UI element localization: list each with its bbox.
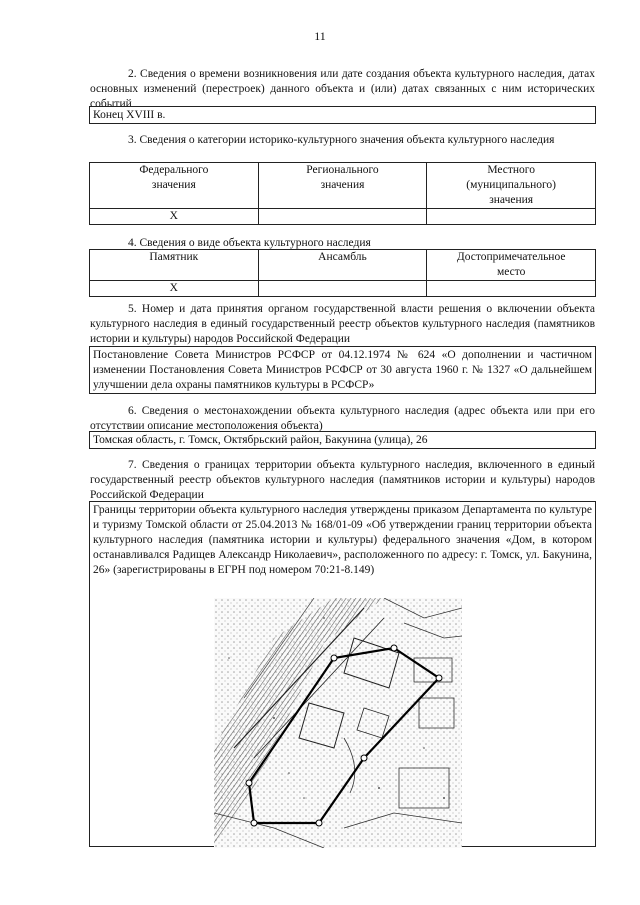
section-5-value: Постановление Совета Министров РСФСР от 04.12.1974 № 624 «О дополнении и частичном изменении Постановления Совета Министров РСФСР от 30 августа 1960 г. № 1327 «О дальнейшем улучшении дела охраны памятников культуры в РСФСР» xyxy=(89,346,596,394)
category-table xyxy=(89,162,596,225)
boundary-map xyxy=(214,598,462,848)
section-5-heading xyxy=(90,302,595,347)
section-5-heading-text: 5. Номер и дата принятия органом государственной власти решения о включении объекта культурного наследия в единый государственный реестр объектов культурного наследия (памятников истории и культуры) народов Российской Федерации xyxy=(90,303,595,345)
section-3-heading-text: 3. Сведения о категории историко-культурного значения объекта культурного наследия xyxy=(128,134,555,146)
type-landmark-mark xyxy=(427,281,596,297)
type-landmark-header: Достопримечательное место xyxy=(427,250,596,281)
category-local-header: Местного (муниципального) значения xyxy=(427,163,596,209)
type-ensemble-header: Ансамбль xyxy=(258,250,427,281)
type-monument-mark: X xyxy=(90,281,259,297)
type-table xyxy=(89,249,596,297)
section-2-heading-text: 2. Сведения о времени возникновения или дате создания объекта культурного наследия, датах основных изменений (перестроек) данного объекта и (или) датах связанных с ним исторических событий xyxy=(90,68,595,110)
category-federal-mark: X xyxy=(90,209,259,225)
section-6-value: Томская область, г. Томск, Октябрьский район, Бакунина (улица), 26 xyxy=(89,431,596,449)
type-ensemble-mark xyxy=(258,281,427,297)
section-4-heading-text: 4. Сведения о виде объекта культурного наследия xyxy=(128,237,371,249)
section-7-heading xyxy=(90,458,595,503)
section-7-heading-text: 7. Сведения о границах территории объекта культурного наследия, включенного в единый государственный реестр объектов культурного наследия (памятников истории и культуры) народов Российской Федерации xyxy=(90,459,595,501)
section-2-value: Конец XVIII в. xyxy=(89,106,596,124)
category-local-mark xyxy=(427,209,596,225)
section-6-heading-text: 6. Сведения о местонахождении объекта культурного наследия (адрес объекта или при его отсутствии описание местоположения объекта) xyxy=(90,405,595,432)
section-6-heading xyxy=(90,404,595,434)
section-7-value: Границы территории объекта культурного наследия утверждены приказом Департамента по культуре и туризму Томской области от 25.04.2013 № 168/01-09 «Об утверждении границ территории объекта культурного наследия (памятника истории и культуры) федерального значения «Дом, в котором останавливался Радищев Александр Николаевич», расположенного по адресу: г. Томск, ул. Бакунина, 26» (зарегистрированы в ЕГРН под номером 70:21-8.149) xyxy=(93,504,592,576)
category-federal-header: Федерального значения xyxy=(90,163,259,209)
category-regional-mark xyxy=(258,209,427,225)
category-regional-header: Регионального значения xyxy=(258,163,427,209)
type-monument-header: Памятник xyxy=(90,250,259,281)
page-number: 11 xyxy=(314,29,326,43)
section-3-heading xyxy=(90,133,595,148)
